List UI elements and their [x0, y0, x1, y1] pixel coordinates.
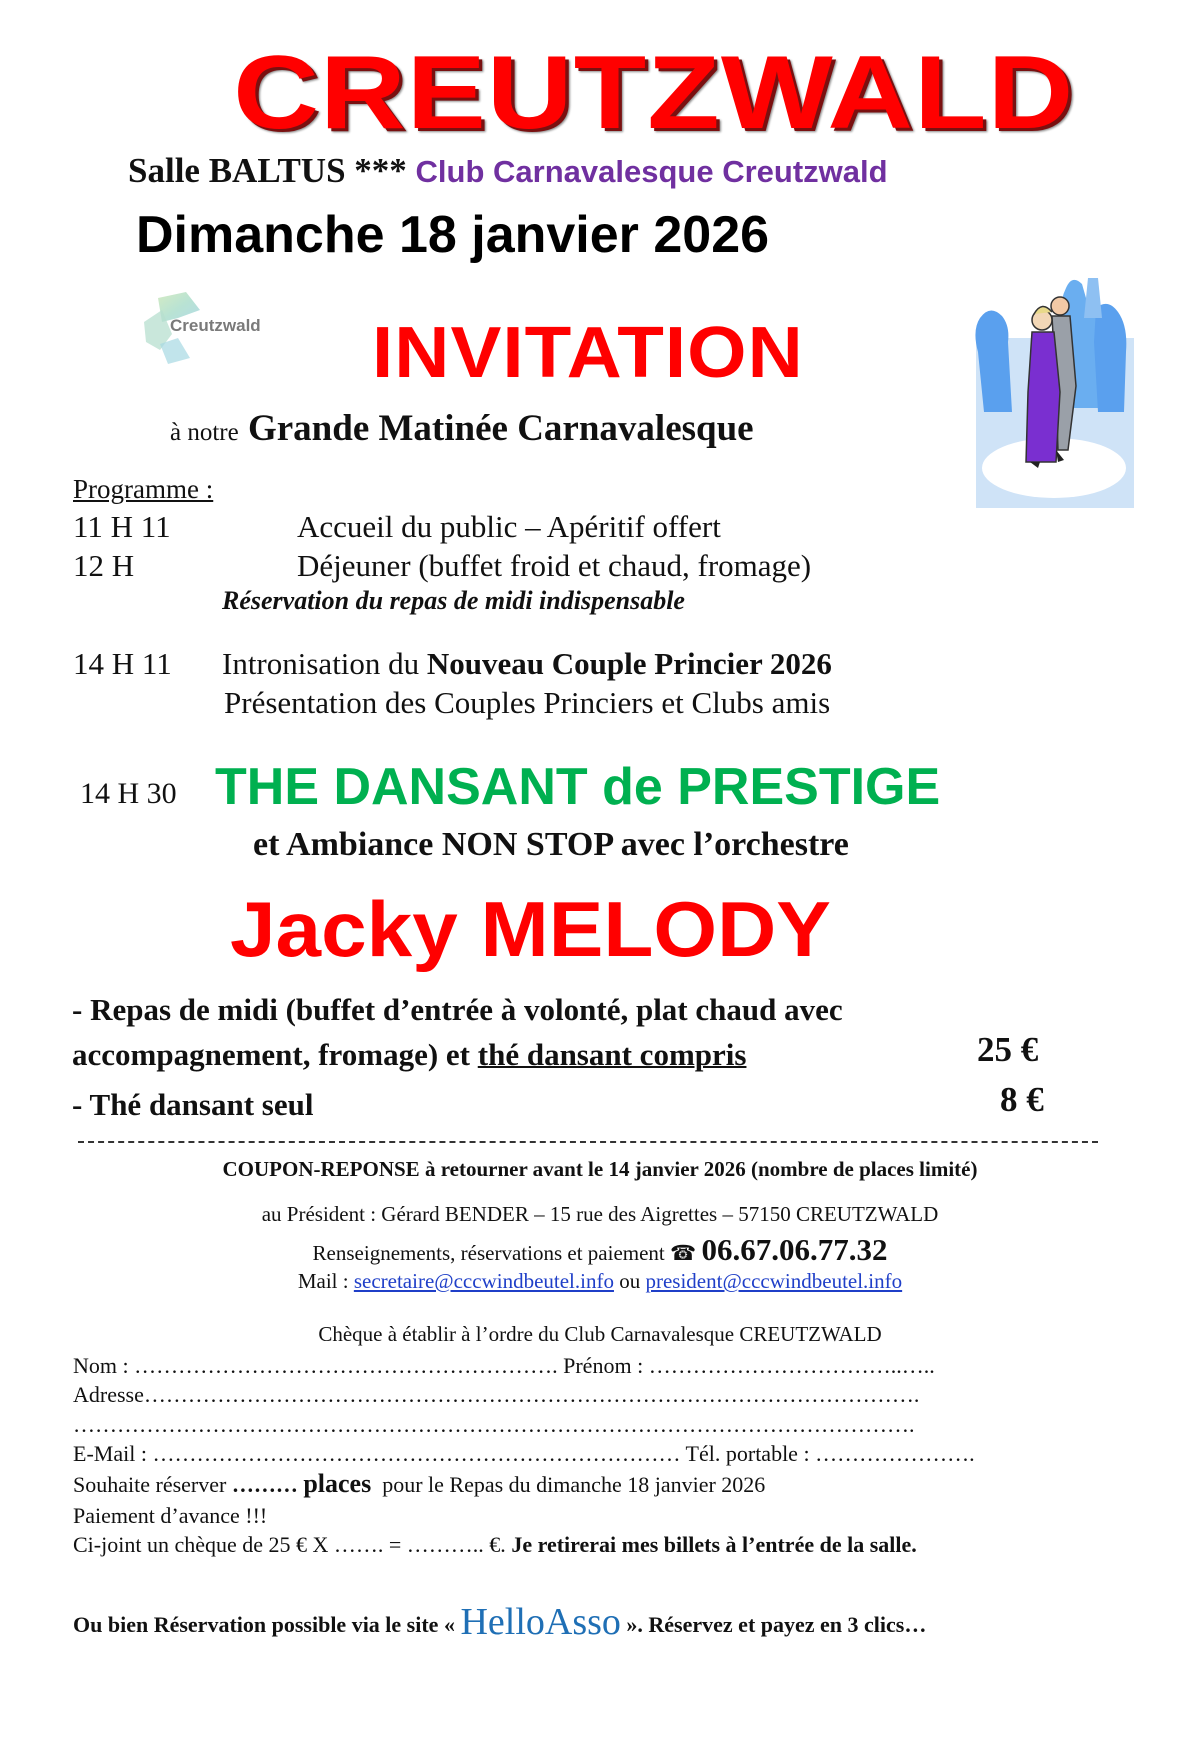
- cheque-amount-field[interactable]: Ci-joint un chèque de 25 € X ……. = ……….. €.: [73, 1532, 506, 1557]
- ticket-pickup-note: Je retirerai mes billets à l’entrée de la salle.: [511, 1532, 917, 1557]
- helloasso-line: [73, 1600, 926, 1644]
- programme-time: 14 H 30: [80, 777, 177, 810]
- prenom-field[interactable]: ……………………………..…..: [648, 1353, 935, 1378]
- intronisation-bold: Nouveau Couple Princier 2026: [426, 646, 832, 681]
- cheque-order: Chèque à établir à l’ordre du Club Carnavalesque CREUTZWALD: [318, 1322, 882, 1346]
- helloasso-prefix: Ou bien Réservation possible via le site «: [73, 1612, 455, 1637]
- form-email-tel[interactable]: [73, 1440, 975, 1468]
- programme-item: [222, 645, 832, 683]
- dancing-couple-illustration: [970, 268, 1138, 508]
- places-word: places: [303, 1469, 372, 1498]
- info-label: Renseignements, réservations et paiement: [312, 1241, 665, 1265]
- cheque-line: [73, 1531, 917, 1559]
- places-label: Souhaite réserver: [73, 1472, 232, 1497]
- programme-time: 11 H 11: [73, 509, 171, 544]
- nom-label: Nom :: [73, 1353, 129, 1378]
- creutzwald-logo: [138, 288, 308, 366]
- club-name: Club Carnavalesque Creutzwald: [415, 154, 888, 189]
- programme-item: Accueil du public – Apéritif offert: [297, 509, 721, 544]
- price-description-underlined: thé dansant compris: [477, 1037, 747, 1072]
- invitation-heading: INVITATION: [372, 313, 804, 393]
- programme-item: Déjeuner (buffet froid et chaud, fromage): [297, 548, 812, 583]
- places-field[interactable]: ………: [231, 1472, 298, 1497]
- the-dansant-heading: THE DANSANT de PRESTIGE: [215, 758, 941, 816]
- event-date: Dimanche 18 janvier 2026: [136, 206, 770, 264]
- form-nom-prenom[interactable]: [73, 1352, 935, 1380]
- programme-time: 12 H: [73, 548, 135, 583]
- venue-name: Salle BALTUS ***: [128, 151, 407, 190]
- mail-label: Mail :: [297, 1269, 349, 1293]
- email-label: E-Mail :: [73, 1441, 147, 1466]
- ambiance-line: et Ambiance NON STOP avec l’orchestre: [253, 826, 849, 863]
- orchestra-name: Jacky MELODY: [230, 885, 831, 973]
- places-suffix: pour le Repas du dimanche 18 janvier 2026: [382, 1472, 766, 1497]
- price-description: [72, 1035, 746, 1075]
- venue-line: [128, 150, 888, 193]
- mail-or: ou: [619, 1269, 641, 1293]
- programme-item: Présentation des Couples Princiers et Clubs amis: [224, 685, 831, 720]
- programme-label: Programme :: [73, 474, 214, 504]
- dancing-couple-icon: [970, 268, 1138, 508]
- email-link-president[interactable]: president@cccwindbeutel.info: [645, 1269, 903, 1293]
- price-description-text: accompagnement, fromage) et: [72, 1037, 478, 1072]
- helloasso-suffix: ». Réservez et payez en 3 clics…: [626, 1612, 927, 1637]
- price-meal: 25 €: [977, 1030, 1039, 1069]
- phone-icon: ☎: [670, 1241, 697, 1265]
- mail-line: [0, 1269, 1200, 1294]
- phone-number[interactable]: 06.67.06.77.32: [701, 1232, 888, 1267]
- nom-field[interactable]: ………………………………………………….: [134, 1353, 558, 1378]
- form-places: [73, 1470, 765, 1499]
- helloasso-link[interactable]: HelloAsso: [460, 1601, 621, 1643]
- adresse-field[interactable]: …………………………………………………………………………………………….: [143, 1382, 920, 1407]
- price-description: - Repas de midi (buffet d’entrée à volonté, plat chaud avec: [72, 992, 843, 1027]
- reservation-note: Réservation du repas de midi indispensable: [222, 586, 685, 615]
- email-field[interactable]: ………………………………………………………………: [152, 1441, 681, 1466]
- intro-event-name: Grande Matinée Carnavalesque: [247, 408, 754, 449]
- coupon-title: COUPON-REPONSE à retourner avant le 14 janvier 2026 (nombre de places limité): [222, 1157, 978, 1181]
- price-description: - Thé dansant seul: [72, 1087, 314, 1122]
- cut-line-divider: [78, 1141, 1098, 1143]
- logo-text: Creutzwald: [170, 316, 261, 335]
- tel-field[interactable]: ………………….: [815, 1441, 975, 1466]
- intro-small: à notre: [170, 419, 239, 446]
- intronisation-text: Intronisation du: [222, 646, 427, 681]
- form-adresse[interactable]: [73, 1381, 919, 1409]
- tel-label: Tél. portable :: [685, 1441, 810, 1466]
- programme-time: 14 H 11: [73, 646, 172, 681]
- contact-line: [0, 1232, 1200, 1268]
- intro-line: [170, 405, 754, 457]
- adresse-field-line2[interactable]: …………………………………………………………………………………………………….: [73, 1412, 915, 1437]
- price-dance-only: 8 €: [1000, 1080, 1044, 1119]
- email-link-secretaire[interactable]: secretaire@cccwindbeutel.info: [353, 1269, 614, 1293]
- adresse-label: Adresse: [73, 1382, 144, 1407]
- president-address: au Président : Gérard BENDER – 15 rue des Aigrettes – 57150 CREUTZWALD: [261, 1202, 939, 1226]
- page-title: CREUTZWALD: [233, 35, 1075, 151]
- prenom-label: Prénom :: [563, 1353, 644, 1378]
- payment-note: Paiement d’avance !!!: [73, 1503, 268, 1528]
